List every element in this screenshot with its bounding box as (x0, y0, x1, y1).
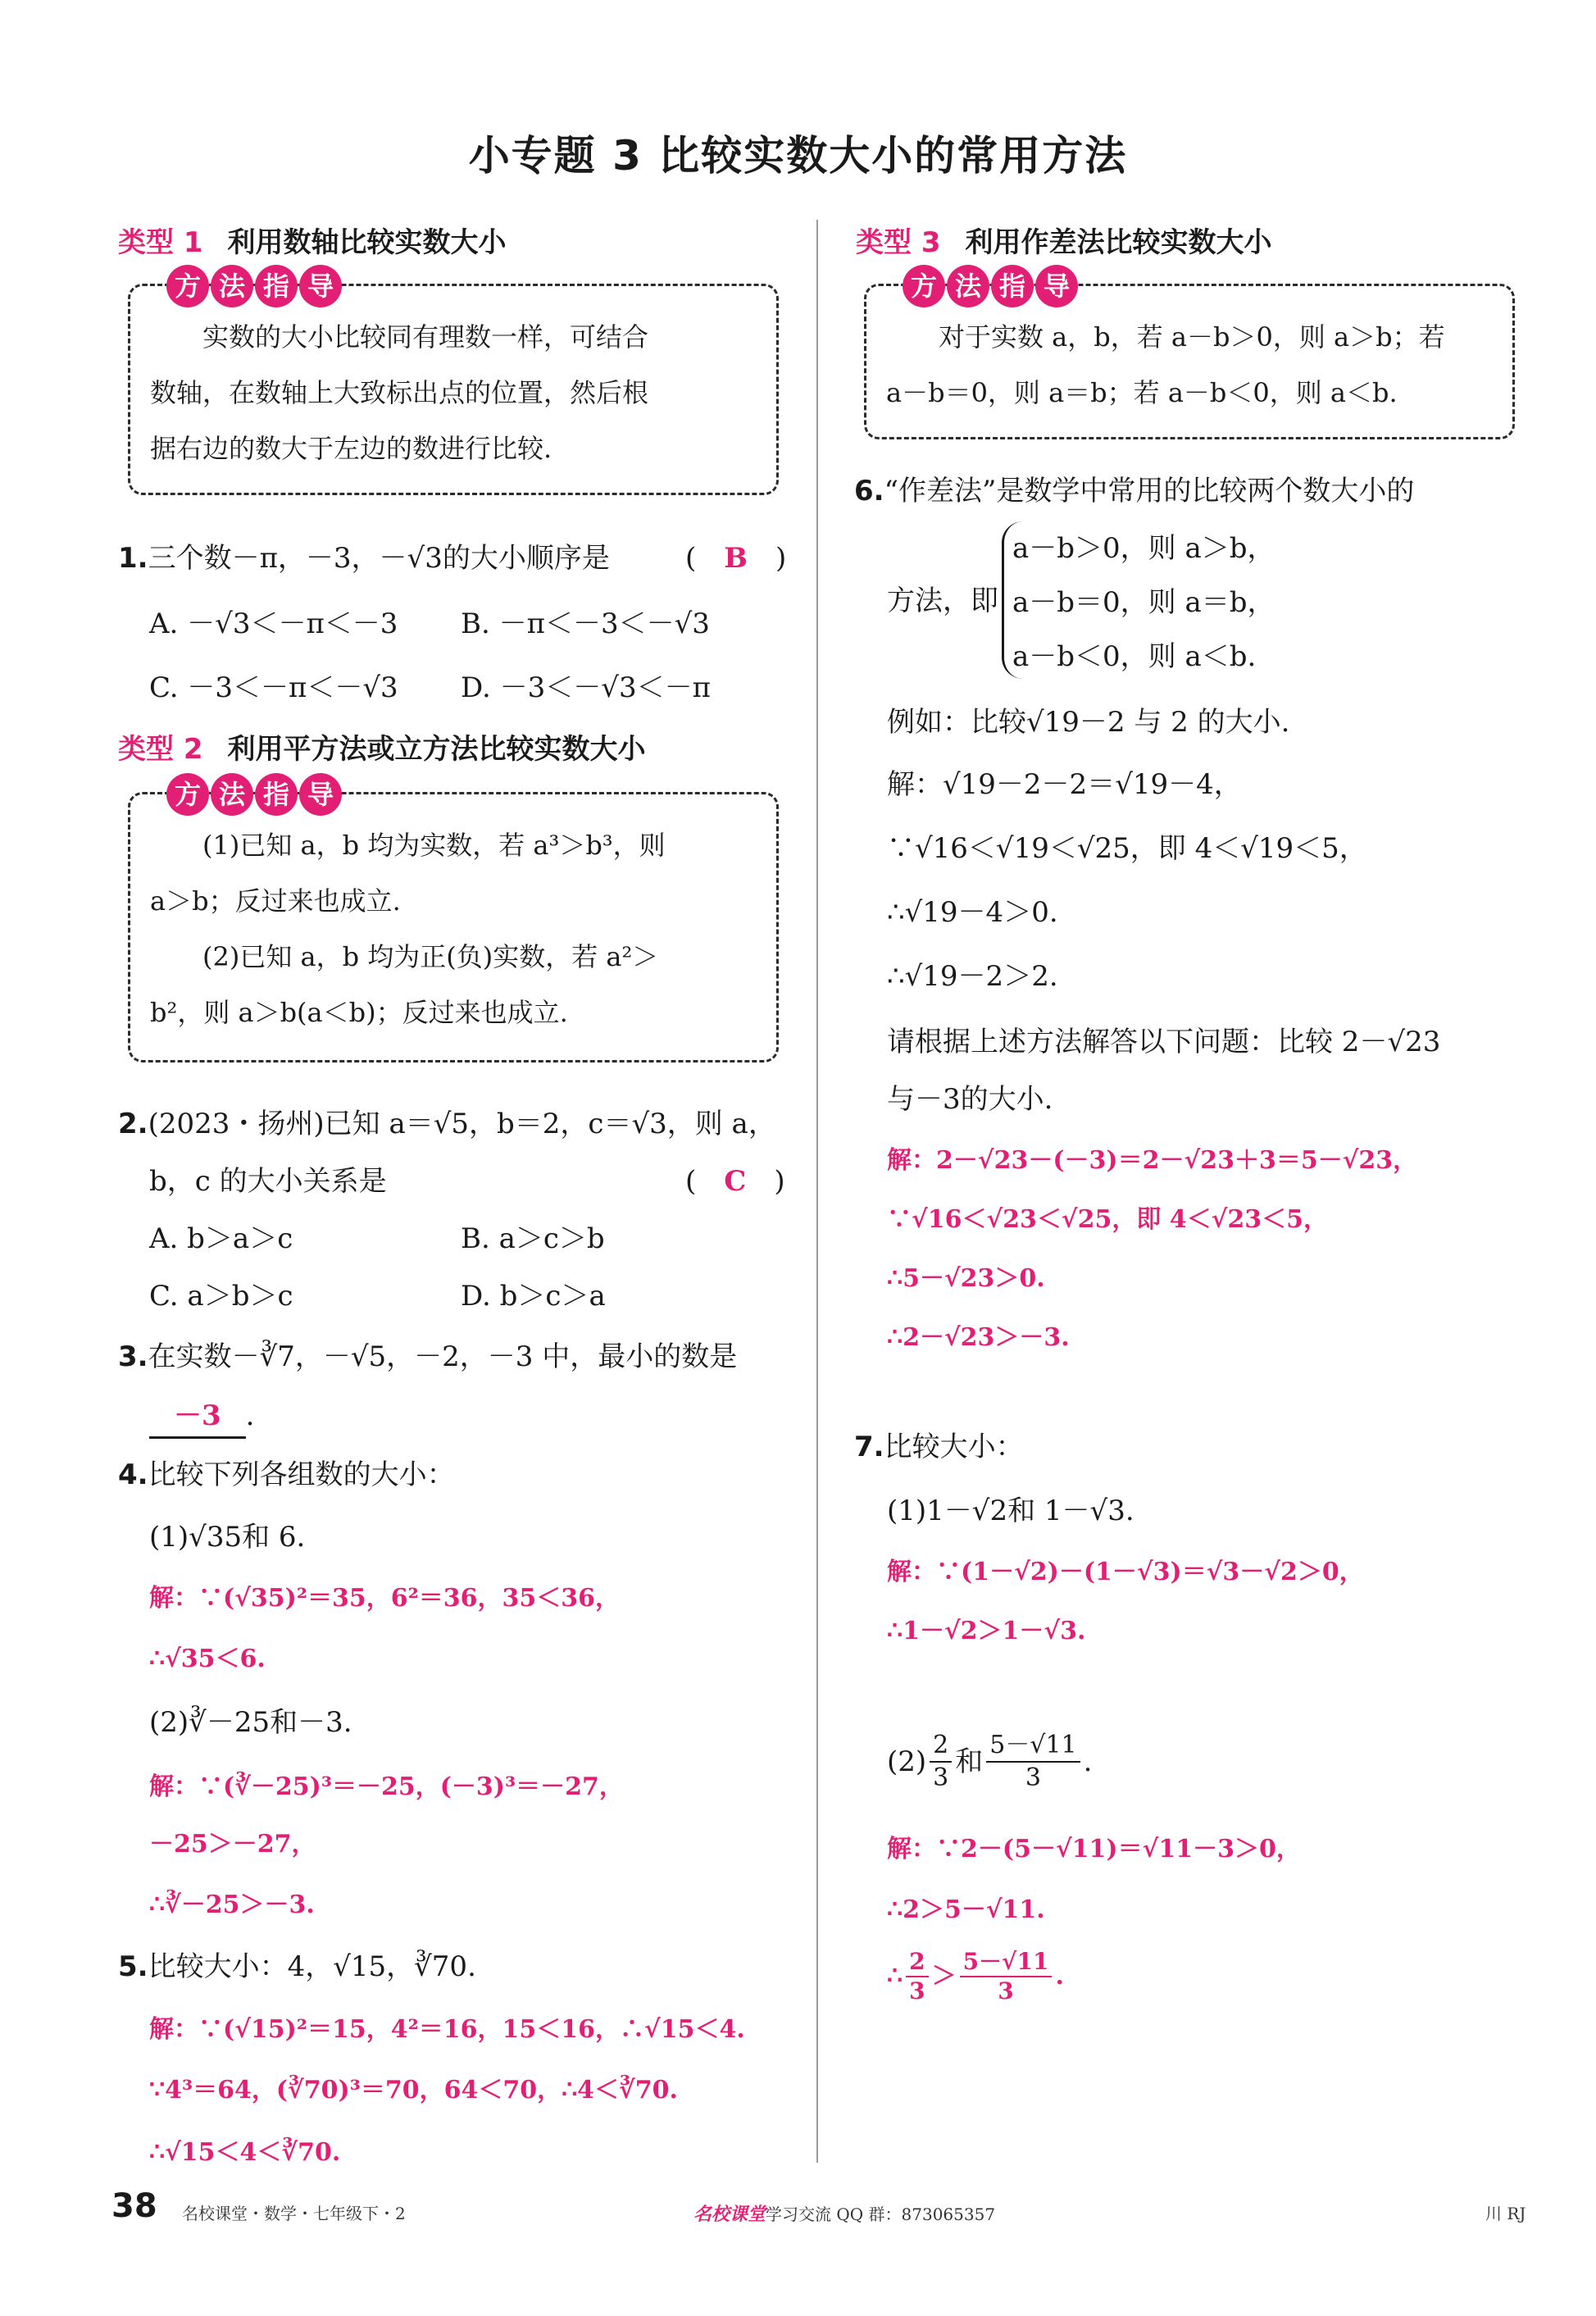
question-stem: 三个数－π，－3，－√3的大小顺序是 (148, 542, 610, 575)
question-ask: 请根据上述方法解答以下问题：比较 2－√23 (887, 1026, 1441, 1058)
question-number: 2. (118, 1108, 148, 1140)
question-stem: 比较大小： (884, 1431, 1024, 1463)
fraction-denominator: 3 (998, 1977, 1014, 2004)
solution-line: 解：∵(1－√2)－(1－√3)＝√3－√2＞0， (887, 1558, 1364, 1586)
fraction (906, 1948, 928, 2005)
method-line: 据右边的数大于左边的数进行比较. (150, 433, 552, 464)
question-number: 6. (854, 475, 884, 507)
type2-tag: 类型 2 (118, 733, 203, 766)
case-line: a－b＜0，则 a＜b. (1012, 640, 1257, 673)
type1-title: 利用数轴比较实数大小 (227, 226, 507, 259)
type2-heading (118, 726, 646, 767)
brand-logo: 名校课堂 (693, 2205, 766, 2225)
sub-question: (1)√35和 6. (149, 1521, 306, 1554)
fraction (986, 1730, 1080, 1794)
badge-char: 法 (947, 265, 989, 307)
option-a: A. －√3＜－π＜－3 (149, 607, 398, 640)
example-line: ∵√16＜√19＜√25，即 4＜√19＜5， (887, 832, 1367, 865)
question-number: 4. (118, 1458, 148, 1491)
question-5 (118, 1946, 476, 1987)
solution-line-fraction (887, 1948, 1064, 2005)
question-2 (118, 1103, 776, 1144)
method-guide-badge (903, 265, 1078, 307)
type2-title: 利用平方法或立方法比较实数大小 (227, 733, 646, 766)
method-guide-badge (166, 265, 342, 307)
solution-line: 解：∵(√15)²＝15，4²＝16，15＜16，∴√15＜4. (149, 2015, 745, 2044)
choice-answer: B (724, 542, 748, 575)
solution-line: ∴√15＜4＜∛70. (149, 2138, 341, 2167)
question-ask: 与－3的大小. (887, 1083, 1053, 1116)
question-number: 1. (118, 542, 148, 575)
badge-char: 方 (166, 265, 209, 307)
period: . (1055, 1962, 1064, 1991)
solution-line: ∴∛－25＞－3. (149, 1891, 315, 1919)
question-6 (854, 471, 1414, 512)
example-line: 例如：比较√19－2 与 2 的大小. (887, 706, 1290, 739)
question-number: 5. (118, 1950, 148, 1983)
method-line: a＞b；反过来也成立. (150, 885, 401, 917)
footer-center (693, 2200, 995, 2226)
badge-char: 指 (255, 773, 298, 816)
qq-group: 学习交流 QQ 群：873065357 (766, 2205, 996, 2224)
type1-method-box (128, 271, 779, 495)
question-7 (854, 1426, 1024, 1467)
fraction-numerator: 2 (930, 1730, 952, 1763)
option-c: C. a＞b＞c (149, 1280, 293, 1313)
solution-line: －25＞－27， (149, 1830, 316, 1859)
fraction-denominator: 3 (909, 1977, 925, 2004)
solution-line: 解：2－√23－(－3)＝2－√23＋3＝5－√23， (887, 1146, 1418, 1175)
example-line: ∴√19－2＞2. (887, 960, 1058, 993)
method-guide-badge (166, 773, 342, 816)
solution-line: 解：∵(√35)²＝35，6²＝36，35＜36， (149, 1584, 620, 1613)
type3-heading (856, 220, 1272, 260)
fraction-numerator: 2 (906, 1948, 928, 1977)
fraction (930, 1730, 952, 1794)
answer-bracket: ( C ) (685, 1165, 785, 1198)
solution-line: 解：∵(∛－25)³＝－25，(－3)³＝－27， (149, 1772, 624, 1801)
option-d: D. －3＜－√3＜－π (461, 671, 711, 704)
question-number: 7. (854, 1431, 884, 1463)
badge-char: 法 (211, 773, 253, 816)
option-b: B. －π＜－3＜－√3 (461, 607, 710, 640)
page-title: 小专题 3 比较实数大小的常用方法 (468, 132, 1128, 180)
comparison-sign: ＞ (931, 1962, 957, 1991)
method-line: b²，则 a＞b(a＜b)；反过来也成立. (150, 997, 568, 1028)
question-number: 3. (118, 1340, 148, 1373)
solution-line: ∵√16＜√23＜√25，即 4＜√23＜5， (887, 1205, 1329, 1234)
example-line: ∴√19－4＞0. (887, 896, 1058, 929)
type3-tag: 类型 3 (856, 226, 941, 259)
choice-answer: C (724, 1165, 747, 1198)
method-label: 方法，即 (887, 585, 998, 617)
type3-title: 利用作差法比较实数大小 (965, 226, 1272, 259)
badge-char: 导 (1035, 265, 1078, 307)
question-stem: 比较下列各组数的大小： (148, 1458, 455, 1491)
period: . (1083, 1745, 1093, 1778)
solution-line: ∵4³＝64，(∛70)³＝70，64＜70，∴4＜∛70. (149, 2076, 678, 2104)
fraction-denominator: 3 (933, 1763, 949, 1792)
method-line: 数轴，在数轴上大致标出点的位置，然后根 (150, 377, 649, 408)
fraction-numerator: 5－√11 (960, 1948, 1053, 1977)
question-3 (118, 1336, 737, 1377)
book-info: 名校课堂・数学・七年级下・2 (182, 2204, 406, 2223)
type1-heading (118, 220, 507, 260)
blank-answer: －3 (174, 1399, 221, 1432)
question-1 (118, 538, 610, 579)
therefore-symbol: ∴ (887, 1962, 903, 1991)
sub-question: (1)1－√2和 1－√3. (887, 1495, 1134, 1527)
option-b: B. a＞c＞b (461, 1222, 605, 1255)
solution-line: ∴2－√23＞－3. (887, 1323, 1070, 1352)
fill-blank: －3 . (149, 1395, 254, 1439)
answer-bracket: ( B ) (685, 542, 787, 575)
solution-line: ∴2＞5－√11. (887, 1895, 1045, 1924)
solution-line: ∴√35＜6. (149, 1645, 266, 1673)
type1-tag: 类型 1 (118, 226, 203, 259)
method-line: (2)已知 a，b 均为正(负)实数，若 a²＞ (150, 941, 659, 972)
question-stem: 在实数－∛7，－√5，－2，－3 中，最小的数是 (148, 1340, 738, 1373)
example-line: 解：√19－2－2＝√19－4， (887, 768, 1242, 801)
type2-method-box (128, 779, 779, 1062)
solution-line: 解：∵2－(5－√11)＝√11－3＞0， (887, 1835, 1301, 1863)
badge-char: 方 (903, 265, 945, 307)
badge-char: 导 (299, 265, 342, 307)
badge-char: 指 (991, 265, 1034, 307)
option-c: C. －3＜－π＜－√3 (149, 671, 398, 704)
sub-question-fraction (887, 1730, 1092, 1794)
sub-question-prefix: (2) (887, 1745, 927, 1778)
badge-char: 方 (166, 773, 209, 816)
fraction-denominator: 3 (1025, 1763, 1041, 1792)
option-d: D. b＞c＞a (461, 1280, 606, 1313)
edition-mark: 川 RJ (1485, 2204, 1526, 2223)
type3-method-box (864, 271, 1515, 439)
method-line: a－b＝0，则 a＝b；若 a－b＜0，则 a＜b. (886, 377, 1398, 408)
fraction (960, 1948, 1053, 2005)
fraction-numerator: 5－√11 (986, 1730, 1080, 1763)
question-stem: 比较大小：4，√15，∛70. (148, 1950, 476, 1983)
badge-char: 导 (299, 773, 342, 816)
method-line: 对于实数 a，b，若 a－b＞0，则 a＞b；若 (886, 321, 1445, 353)
badge-char: 指 (255, 265, 298, 307)
question-stem: “作差法”是数学中常用的比较两个数大小的 (884, 475, 1415, 507)
question-4 (118, 1454, 455, 1495)
method-line: 实数的大小比较同有理数一样，可结合 (150, 321, 649, 353)
badge-char: 法 (211, 265, 253, 307)
connector: 和 (955, 1745, 984, 1778)
solution-line: ∴1－√2＞1－√3. (887, 1617, 1086, 1645)
case-line: a－b＞0，则 a＞b， (1012, 532, 1275, 565)
question-stem-cont: b，c 的大小关系是 (149, 1165, 387, 1198)
column-divider (816, 220, 818, 2163)
option-a: A. b＞a＞c (149, 1222, 293, 1255)
page-number: 38 (111, 2187, 157, 2225)
case-line: a－b＝0，则 a＝b， (1012, 586, 1275, 619)
method-line: (1)已知 a，b 均为实数，若 a³＞b³，则 (150, 830, 666, 861)
case-brace (1002, 521, 1275, 679)
solution-line: ∴5－√23＞0. (887, 1264, 1045, 1293)
question-stem: (2023・扬州)已知 a＝√5，b＝2，c＝√3，则 a， (148, 1108, 776, 1140)
sub-question: (2)∛－25和－3. (149, 1706, 352, 1739)
